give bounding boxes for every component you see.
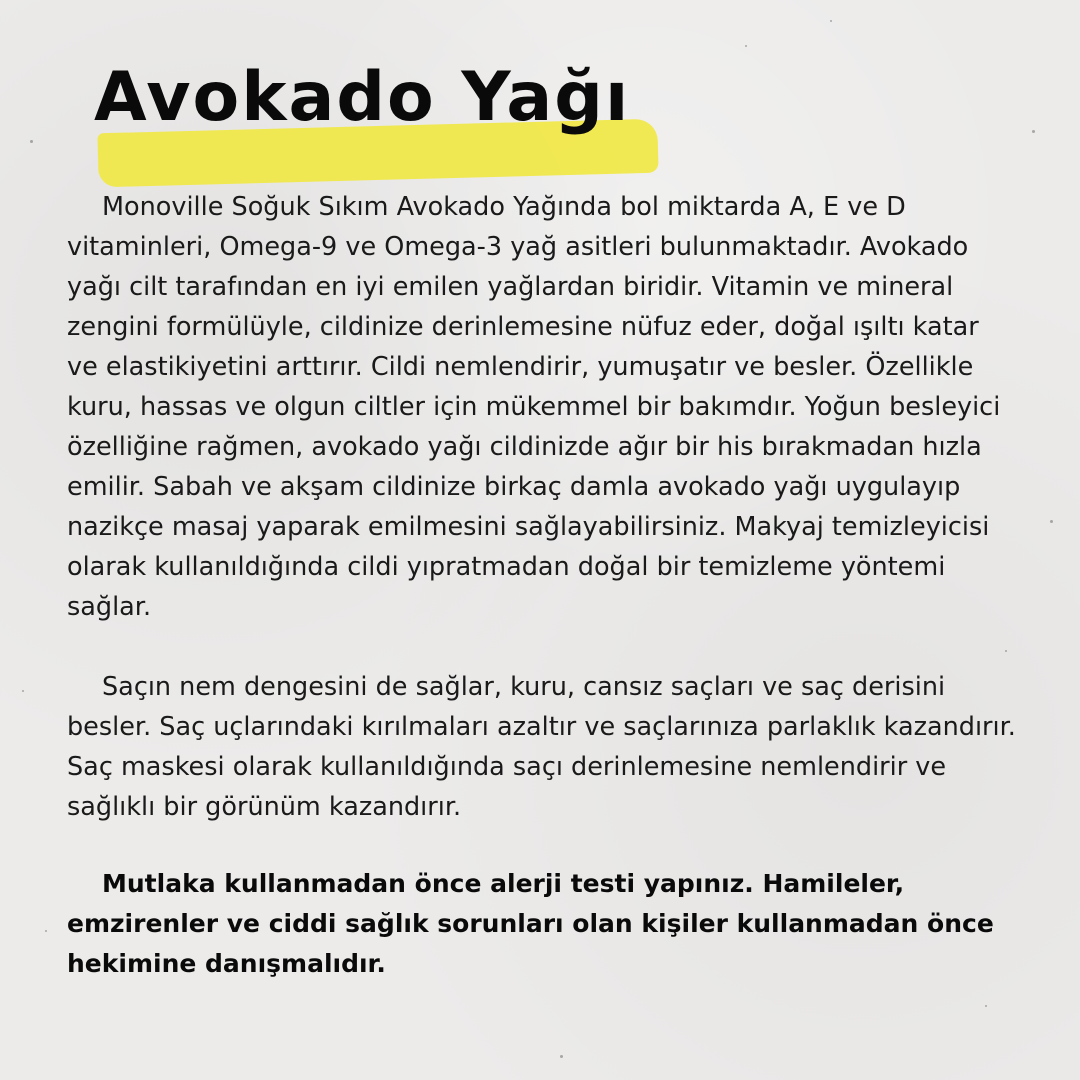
- intro-paragraph: Monoville Soğuk Sıkım Avokado Yağında bol miktarda A, E ve D vitaminleri, Omega-9 ve Omega-3 yağ asitleri bulunmaktadır. Avokado yağı cilt tarafından en iyi emilen yağlardan biridir. Vitamin ve mineral zengini formülüyle, cildinize derinlemesine nüfuz eder, doğal ışıltı katar ve elastikiyetini arttırır. Cildi nemlendirir, yumuşatır ve besler. Özellikle kuru, hassas ve olgun ciltler için mükemmel bir bakımdır. Yoğun besleyici özelliğine rağmen, avokado yağı cildinizde ağır bir his bırakmadan hızla emilir. Sabah ve akşam cildinize birkaç damla avokado yağı uygulayıp nazikçe masaj yaparak emilmesini sağlayabilirsiniz. Makyaj temizleyicisi olarak kullanıldığında cildi yıpratmadan doğal bir temizleme yöntemi sağlar.: [67, 192, 1001, 622]
- paper-speck: [1050, 520, 1053, 523]
- warning-paragraph: Mutlaka kullanmadan önce alerji testi yapınız. Hamileler, emzirenler ve ciddi sağlık sorunları olan kişiler kullanmadan önce hekimine danışmalıdır.: [67, 869, 994, 978]
- page-title: Avokado Yağı: [94, 58, 631, 137]
- paper-speck: [830, 20, 832, 22]
- hair-paragraph: Saçın nem dengesini de sağlar, kuru, cansız saçları ve saç derisini besler. Saç uçlarındaki kırılmaları azaltır ve saçlarınıza parlaklık kazandırır. Saç maskesi olarak kullanıldığında saçı derinlemesine nemlendirir ve sağlıklı bir görünüm kazandırır.: [67, 672, 1016, 822]
- paper-speck: [22, 690, 24, 692]
- paper-speck: [745, 45, 747, 47]
- body-text: [67, 187, 1017, 984]
- paper-speck: [985, 1005, 987, 1007]
- paper-speck: [1032, 130, 1035, 133]
- paper-speck: [30, 140, 33, 143]
- paper-speck: [560, 1055, 563, 1058]
- title-block: [90, 52, 690, 182]
- paper-speck: [45, 930, 47, 932]
